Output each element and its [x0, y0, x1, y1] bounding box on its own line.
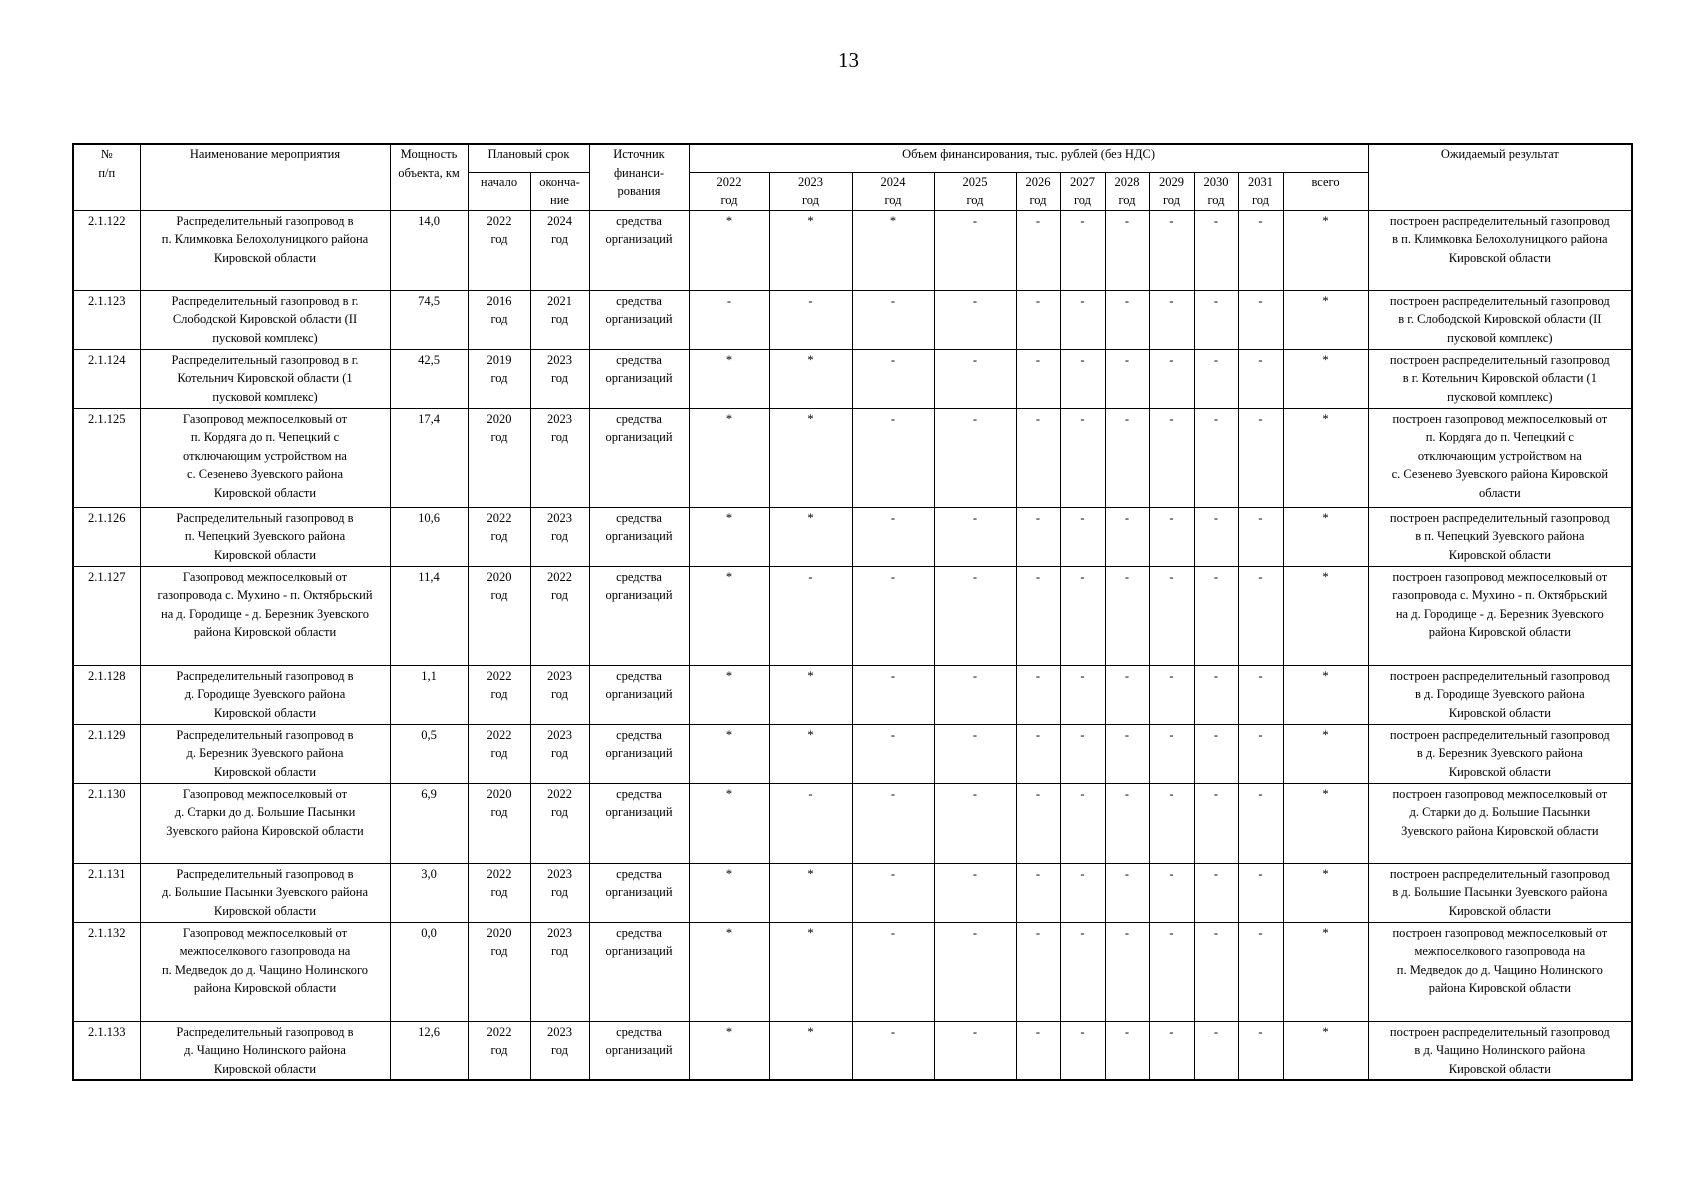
row-year-value-cell: -	[1149, 349, 1194, 408]
row-year-value-cell: -	[1105, 290, 1149, 349]
row-year-value-cell: -	[1149, 566, 1194, 665]
row-name-cell: Газопровод межпоселковый от межпоселкового газопровода на п. Медведок до д. Чащино Нолинского района Кировской области	[140, 922, 390, 1021]
row-year-value-cell: -	[1105, 349, 1149, 408]
row-start-cell: 2020 год	[468, 408, 530, 507]
row-total-cell: *	[1283, 507, 1368, 566]
row-name-cell: Распределительный газопровод в г. Котельнич Кировской области (1 пусковой комплекс)	[140, 349, 390, 408]
row-year-value-cell: *	[769, 1021, 852, 1080]
row-result-cell: построен распределительный газопровод в д. Городище Зуевского района Кировской области	[1368, 665, 1632, 724]
row-start-cell: 2016 год	[468, 290, 530, 349]
row-year-value-cell: -	[1060, 507, 1105, 566]
row-year-value-cell: -	[769, 783, 852, 863]
row-start-cell: 2022 год	[468, 665, 530, 724]
gasification-plan-table	[72, 143, 1633, 1081]
row-year-value-cell: -	[1149, 665, 1194, 724]
row-year-value-cell: -	[1194, 290, 1238, 349]
row-year-value-cell: *	[689, 724, 769, 783]
row-year-value-cell: *	[689, 507, 769, 566]
row-year-value-cell: -	[852, 783, 934, 863]
row-capacity-cell: 3,0	[390, 863, 468, 922]
header-year: 2025 год	[934, 172, 1016, 210]
row-year-value-cell: -	[1016, 724, 1060, 783]
row-year-value-cell: -	[852, 408, 934, 507]
header-year: 2026 год	[1016, 172, 1060, 210]
row-year-value-cell: -	[1060, 783, 1105, 863]
row-year-value-cell: *	[689, 408, 769, 507]
row-year-value-cell: -	[852, 863, 934, 922]
row-year-value-cell: -	[934, 665, 1016, 724]
row-year-value-cell: -	[1238, 783, 1283, 863]
row-year-value-cell: *	[769, 665, 852, 724]
row-year-value-cell: -	[1016, 507, 1060, 566]
row-start-cell: 2022 год	[468, 210, 530, 290]
row-year-value-cell: -	[1105, 210, 1149, 290]
row-year-value-cell: -	[1016, 349, 1060, 408]
row-number-cell: 2.1.133	[73, 1021, 140, 1080]
row-result-cell: построен распределительный газопровод в д. Березник Зуевского района Кировской области	[1368, 724, 1632, 783]
row-name-cell: Распределительный газопровод в д. Чащино Нолинского района Кировской области	[140, 1021, 390, 1080]
row-year-value-cell: -	[1060, 290, 1105, 349]
row-start-cell: 2020 год	[468, 783, 530, 863]
row-source-cell: средства организаций	[589, 863, 689, 922]
row-year-value-cell: -	[934, 1021, 1016, 1080]
row-year-value-cell: *	[689, 665, 769, 724]
row-total-cell: *	[1283, 863, 1368, 922]
row-source-cell: средства организаций	[589, 566, 689, 665]
row-year-value-cell: -	[852, 566, 934, 665]
row-end-cell: 2021 год	[530, 290, 589, 349]
row-year-value-cell: -	[1194, 507, 1238, 566]
row-total-cell: *	[1283, 566, 1368, 665]
row-year-value-cell: -	[1105, 566, 1149, 665]
row-total-cell: *	[1283, 1021, 1368, 1080]
header-term-start: начало	[468, 172, 530, 210]
row-year-value-cell: -	[1105, 408, 1149, 507]
row-year-value-cell: -	[1016, 210, 1060, 290]
table-row	[73, 665, 1632, 724]
row-year-value-cell: -	[1105, 665, 1149, 724]
row-capacity-cell: 42,5	[390, 349, 468, 408]
row-year-value-cell: *	[769, 922, 852, 1021]
table-row	[73, 783, 1632, 863]
row-result-cell: построен распределительный газопровод в д. Большие Пасынки Зуевского района Кировской области	[1368, 863, 1632, 922]
row-result-cell: построен распределительный газопровод в д. Чащино Нолинского района Кировской области	[1368, 1021, 1632, 1080]
row-year-value-cell: -	[934, 210, 1016, 290]
row-year-value-cell: -	[1016, 922, 1060, 1021]
row-year-value-cell: -	[1016, 408, 1060, 507]
row-name-cell: Распределительный газопровод в д. Большие Пасынки Зуевского района Кировской области	[140, 863, 390, 922]
row-capacity-cell: 17,4	[390, 408, 468, 507]
row-year-value-cell: -	[1149, 507, 1194, 566]
row-year-value-cell: -	[852, 922, 934, 1021]
row-capacity-cell: 0,0	[390, 922, 468, 1021]
row-name-cell: Распределительный газопровод в п. Чепецкий Зуевского района Кировской области	[140, 507, 390, 566]
row-year-value-cell: *	[769, 863, 852, 922]
row-year-value-cell: -	[852, 507, 934, 566]
row-year-value-cell: -	[1060, 724, 1105, 783]
row-year-value-cell: *	[689, 566, 769, 665]
row-total-cell: *	[1283, 210, 1368, 290]
row-total-cell: *	[1283, 290, 1368, 349]
row-end-cell: 2023 год	[530, 349, 589, 408]
row-year-value-cell: -	[1238, 566, 1283, 665]
header-result: Ожидаемый результат	[1368, 144, 1632, 210]
header-source: Источник финанси- рования	[589, 144, 689, 210]
header-year: 2028 год	[1105, 172, 1149, 210]
row-name-cell: Газопровод межпоселковый от д. Старки до д. Большие Пасынки Зуевского района Кировской области	[140, 783, 390, 863]
row-end-cell: 2023 год	[530, 408, 589, 507]
row-year-value-cell: -	[934, 724, 1016, 783]
row-year-value-cell: -	[1194, 922, 1238, 1021]
row-source-cell: средства организаций	[589, 290, 689, 349]
row-year-value-cell: *	[689, 863, 769, 922]
row-source-cell: средства организаций	[589, 665, 689, 724]
row-year-value-cell: -	[689, 290, 769, 349]
row-capacity-cell: 74,5	[390, 290, 468, 349]
row-name-cell: Распределительный газопровод в д. Городище Зуевского района Кировской области	[140, 665, 390, 724]
row-year-value-cell: -	[934, 290, 1016, 349]
row-year-value-cell: -	[1238, 863, 1283, 922]
header-capacity: Мощность объекта, км	[390, 144, 468, 210]
row-year-value-cell: -	[1238, 349, 1283, 408]
row-year-value-cell: -	[852, 665, 934, 724]
header-term: Плановый срок	[468, 144, 589, 172]
row-year-value-cell: *	[769, 408, 852, 507]
row-end-cell: 2022 год	[530, 783, 589, 863]
row-year-value-cell: -	[1105, 783, 1149, 863]
row-source-cell: средства организаций	[589, 724, 689, 783]
row-year-value-cell: -	[852, 290, 934, 349]
table-row	[73, 408, 1632, 507]
row-capacity-cell: 1,1	[390, 665, 468, 724]
header-term-end: оконча- ние	[530, 172, 589, 210]
row-year-value-cell: *	[689, 783, 769, 863]
row-year-value-cell: -	[1016, 566, 1060, 665]
row-year-value-cell: -	[1060, 1021, 1105, 1080]
row-start-cell: 2022 год	[468, 507, 530, 566]
row-result-cell: построен газопровод межпоселковый от д. Старки до д. Большие Пасынки Зуевского района Кировской области	[1368, 783, 1632, 863]
row-year-value-cell: -	[1194, 349, 1238, 408]
header-funding: Объем финансирования, тыс. рублей (без НДС)	[689, 144, 1368, 172]
row-end-cell: 2024 год	[530, 210, 589, 290]
row-end-cell: 2023 год	[530, 507, 589, 566]
table-row	[73, 1021, 1632, 1080]
row-source-cell: средства организаций	[589, 210, 689, 290]
row-year-value-cell: -	[1238, 665, 1283, 724]
row-source-cell: средства организаций	[589, 783, 689, 863]
row-year-value-cell: *	[689, 349, 769, 408]
header-year: 2031 год	[1238, 172, 1283, 210]
row-year-value-cell: *	[769, 724, 852, 783]
row-start-cell: 2022 год	[468, 724, 530, 783]
row-end-cell: 2023 год	[530, 863, 589, 922]
row-year-value-cell: -	[1105, 507, 1149, 566]
table-row	[73, 566, 1632, 665]
header-year: 2030 год	[1194, 172, 1238, 210]
row-start-cell: 2022 год	[468, 863, 530, 922]
row-source-cell: средства организаций	[589, 1021, 689, 1080]
row-number-cell: 2.1.125	[73, 408, 140, 507]
row-source-cell: средства организаций	[589, 922, 689, 1021]
row-year-value-cell: -	[852, 1021, 934, 1080]
row-result-cell: построен распределительный газопровод в г. Котельнич Кировской области (1 пусковой комплекс)	[1368, 349, 1632, 408]
row-year-value-cell: -	[1060, 566, 1105, 665]
row-number-cell: 2.1.124	[73, 349, 140, 408]
row-year-value-cell: *	[769, 507, 852, 566]
row-total-cell: *	[1283, 724, 1368, 783]
header-year: 2027 год	[1060, 172, 1105, 210]
row-year-value-cell: *	[689, 1021, 769, 1080]
row-year-value-cell: -	[934, 507, 1016, 566]
row-year-value-cell: -	[1060, 408, 1105, 507]
row-year-value-cell: -	[934, 863, 1016, 922]
row-year-value-cell: -	[1238, 1021, 1283, 1080]
row-name-cell: Распределительный газопровод в г. Слободской Кировской области (II пусковой комплекс)	[140, 290, 390, 349]
row-year-value-cell: -	[1060, 863, 1105, 922]
row-total-cell: *	[1283, 408, 1368, 507]
row-end-cell: 2023 год	[530, 724, 589, 783]
header-name: Наименование мероприятия	[140, 144, 390, 210]
row-name-cell: Распределительный газопровод в д. Березник Зуевского района Кировской области	[140, 724, 390, 783]
row-result-cell: построен газопровод межпоселковый от газопровода с. Мухино - п. Октябрьский на д. Городище - д. Березник Зуевского района Кировской области	[1368, 566, 1632, 665]
row-year-value-cell: -	[1194, 783, 1238, 863]
row-year-value-cell: -	[1016, 290, 1060, 349]
row-end-cell: 2023 год	[530, 1021, 589, 1080]
row-year-value-cell: -	[1194, 408, 1238, 507]
header-year: 2023 год	[769, 172, 852, 210]
row-year-value-cell: -	[1149, 783, 1194, 863]
row-year-value-cell: -	[1060, 665, 1105, 724]
row-year-value-cell: -	[934, 566, 1016, 665]
row-year-value-cell: -	[1194, 863, 1238, 922]
row-end-cell: 2023 год	[530, 922, 589, 1021]
row-year-value-cell: -	[934, 783, 1016, 863]
table-row	[73, 724, 1632, 783]
row-year-value-cell: *	[689, 922, 769, 1021]
row-year-value-cell: *	[852, 210, 934, 290]
row-year-value-cell: -	[1238, 210, 1283, 290]
row-capacity-cell: 11,4	[390, 566, 468, 665]
table-row	[73, 210, 1632, 290]
row-year-value-cell: -	[1016, 665, 1060, 724]
row-year-value-cell: -	[1105, 863, 1149, 922]
header-total: всего	[1283, 172, 1368, 210]
row-year-value-cell: -	[1149, 863, 1194, 922]
row-year-value-cell: -	[1105, 724, 1149, 783]
row-year-value-cell: -	[1016, 863, 1060, 922]
header-year: 2029 год	[1149, 172, 1194, 210]
row-source-cell: средства организаций	[589, 408, 689, 507]
row-year-value-cell: -	[934, 408, 1016, 507]
row-number-cell: 2.1.126	[73, 507, 140, 566]
row-year-value-cell: -	[769, 566, 852, 665]
row-capacity-cell: 12,6	[390, 1021, 468, 1080]
row-year-value-cell: -	[1105, 1021, 1149, 1080]
row-year-value-cell: -	[1194, 665, 1238, 724]
row-number-cell: 2.1.127	[73, 566, 140, 665]
header-num: № п/п	[73, 144, 140, 210]
row-year-value-cell: -	[1060, 922, 1105, 1021]
row-end-cell: 2023 год	[530, 665, 589, 724]
row-name-cell: Газопровод межпоселковый от газопровода с. Мухино - п. Октябрьский на д. Городище - д. Березник Зуевского района Кировской области	[140, 566, 390, 665]
row-name-cell: Газопровод межпоселковый от п. Кордяга до п. Чепецкий с отключающим устройством на с. Сезенево Зуевского района Кировской области	[140, 408, 390, 507]
table-row	[73, 922, 1632, 1021]
row-name-cell: Распределительный газопровод в п. Климковка Белохолуницкого района Кировской области	[140, 210, 390, 290]
row-year-value-cell: -	[1194, 210, 1238, 290]
row-year-value-cell: *	[769, 349, 852, 408]
row-start-cell: 2019 год	[468, 349, 530, 408]
row-number-cell: 2.1.122	[73, 210, 140, 290]
row-number-cell: 2.1.129	[73, 724, 140, 783]
row-year-value-cell: -	[1016, 1021, 1060, 1080]
row-start-cell: 2020 год	[468, 566, 530, 665]
row-total-cell: *	[1283, 665, 1368, 724]
row-result-cell: построен распределительный газопровод в п. Климковка Белохолуницкого района Кировской области	[1368, 210, 1632, 290]
row-total-cell: *	[1283, 349, 1368, 408]
row-year-value-cell: -	[1149, 290, 1194, 349]
row-year-value-cell: -	[852, 349, 934, 408]
row-capacity-cell: 6,9	[390, 783, 468, 863]
row-end-cell: 2022 год	[530, 566, 589, 665]
row-year-value-cell: -	[1238, 922, 1283, 1021]
row-year-value-cell: -	[1149, 1021, 1194, 1080]
row-year-value-cell: -	[1194, 1021, 1238, 1080]
row-source-cell: средства организаций	[589, 349, 689, 408]
table-row	[73, 349, 1632, 408]
row-year-value-cell: -	[1149, 724, 1194, 783]
table-row	[73, 863, 1632, 922]
row-year-value-cell: *	[689, 210, 769, 290]
table-body	[73, 210, 1632, 1080]
row-source-cell: средства организаций	[589, 507, 689, 566]
row-year-value-cell: -	[1149, 210, 1194, 290]
table-row	[73, 507, 1632, 566]
row-year-value-cell: -	[1238, 408, 1283, 507]
table-header	[73, 144, 1632, 210]
header-year: 2022 год	[689, 172, 769, 210]
table-row	[73, 290, 1632, 349]
row-total-cell: *	[1283, 783, 1368, 863]
row-number-cell: 2.1.132	[73, 922, 140, 1021]
row-capacity-cell: 0,5	[390, 724, 468, 783]
row-start-cell: 2020 год	[468, 922, 530, 1021]
row-number-cell: 2.1.131	[73, 863, 140, 922]
row-year-value-cell: -	[1238, 507, 1283, 566]
row-year-value-cell: -	[1149, 408, 1194, 507]
row-year-value-cell: -	[1238, 724, 1283, 783]
page-number: 13	[838, 48, 859, 72]
row-year-value-cell: -	[1238, 290, 1283, 349]
row-year-value-cell: -	[934, 922, 1016, 1021]
row-number-cell: 2.1.128	[73, 665, 140, 724]
row-result-cell: построен распределительный газопровод в п. Чепецкий Зуевского района Кировской области	[1368, 507, 1632, 566]
row-year-value-cell: -	[1149, 922, 1194, 1021]
row-year-value-cell: *	[769, 210, 852, 290]
row-year-value-cell: -	[1016, 783, 1060, 863]
row-capacity-cell: 10,6	[390, 507, 468, 566]
row-result-cell: построен газопровод межпоселковый от межпоселкового газопровода на п. Медведок до д. Чащино Нолинского района Кировской области	[1368, 922, 1632, 1021]
row-year-value-cell: -	[1060, 349, 1105, 408]
row-result-cell: построен газопровод межпоселковый от п. Кордяга до п. Чепецкий с отключающим устройством на с. Сезенево Зуевского района Кировской области	[1368, 408, 1632, 507]
row-capacity-cell: 14,0	[390, 210, 468, 290]
row-result-cell: построен распределительный газопровод в г. Слободской Кировской области (II пусковой комплекс)	[1368, 290, 1632, 349]
row-total-cell: *	[1283, 922, 1368, 1021]
row-start-cell: 2022 год	[468, 1021, 530, 1080]
row-number-cell: 2.1.123	[73, 290, 140, 349]
row-year-value-cell: -	[852, 724, 934, 783]
row-year-value-cell: -	[934, 349, 1016, 408]
row-number-cell: 2.1.130	[73, 783, 140, 863]
row-year-value-cell: -	[1105, 922, 1149, 1021]
row-year-value-cell: -	[1194, 724, 1238, 783]
row-year-value-cell: -	[1194, 566, 1238, 665]
row-year-value-cell: -	[769, 290, 852, 349]
header-year: 2024 год	[852, 172, 934, 210]
row-year-value-cell: -	[1060, 210, 1105, 290]
